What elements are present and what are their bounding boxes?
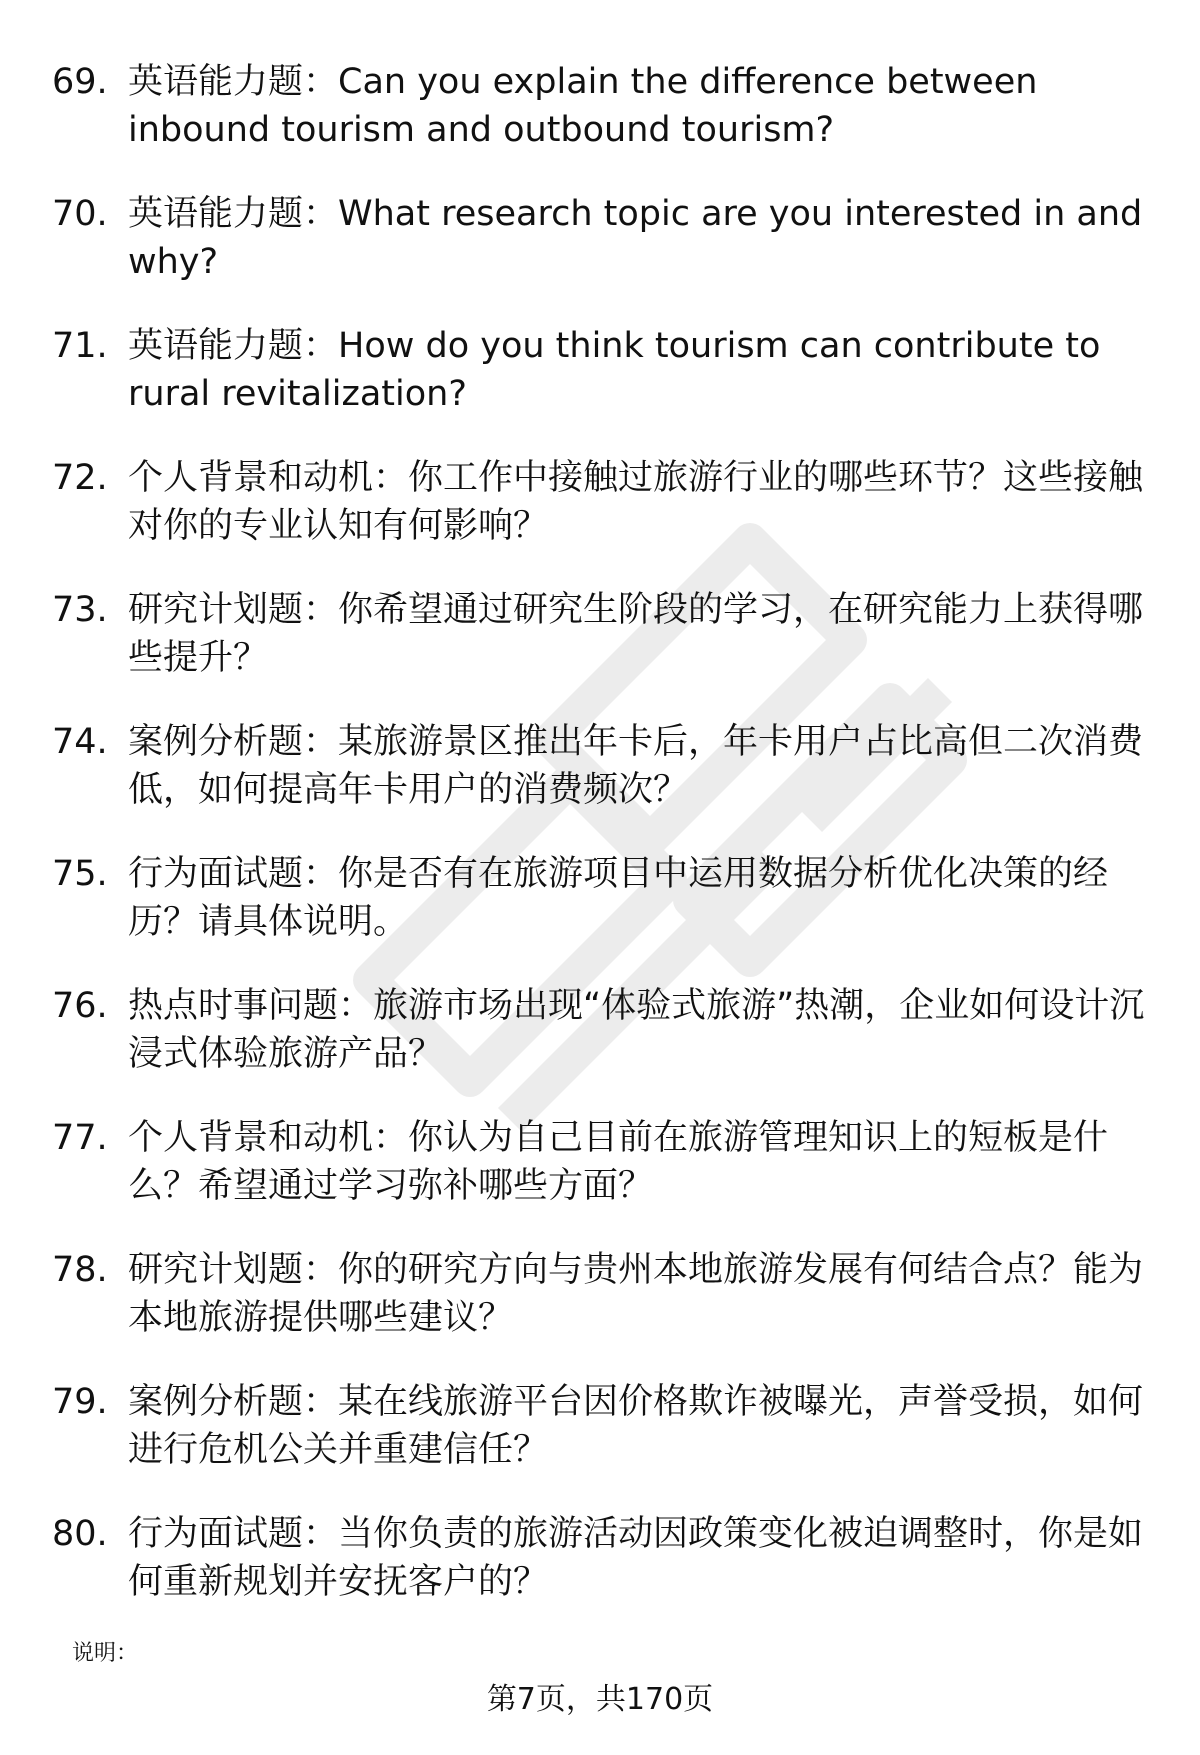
question-text: 英语能力题：What research topic are you interested in and why? [128, 194, 1143, 282]
question-list [52, 58, 1152, 1642]
note-label: 说明： [72, 1641, 139, 1666]
question-number: 74. [52, 722, 108, 762]
question-number: 77. [52, 1118, 108, 1158]
question-item-70 [52, 190, 1152, 322]
question-number: 71. [52, 326, 108, 366]
question-number: 70. [52, 194, 108, 234]
question-number: 75. [52, 854, 108, 894]
question-number: 69. [52, 62, 108, 102]
question-number: 76. [52, 986, 108, 1026]
question-number: 72. [52, 458, 108, 498]
question-item-74 [52, 718, 1152, 850]
page-indicator: 第7页，共170页 [486, 1682, 714, 1717]
question-item-76 [52, 982, 1152, 1114]
question-item-72 [52, 454, 1152, 586]
question-number: 73. [52, 590, 108, 630]
question-item-77 [52, 1114, 1152, 1246]
question-text: 研究计划题：你的研究方向与贵州本地旅游发展有何结合点？能为本地旅游提供哪些建议？ [128, 1250, 1144, 1338]
question-item-80 [52, 1510, 1152, 1642]
question-text: 研究计划题：你希望通过研究生阶段的学习，在研究能力上获得哪些提升？ [128, 590, 1144, 678]
question-item-78 [52, 1246, 1152, 1378]
question-text: 案例分析题：某在线旅游平台因价格欺诈被曝光，声誉受损，如何进行危机公关并重建信任？ [128, 1382, 1144, 1470]
question-item-69 [52, 58, 1152, 190]
question-text: 英语能力题：Can you explain the difference between inbound tourism and outbound tourism? [128, 62, 1038, 150]
question-text: 案例分析题：某旅游景区推出年卡后，年卡用户占比高但二次消费低，如何提高年卡用户的消费频次？ [128, 722, 1144, 810]
question-text: 英语能力题：How do you think tourism can contribute to rural revitalization? [128, 326, 1101, 414]
question-text: 行为面试题：当你负责的旅游活动因政策变化被迫调整时，你是如何重新规划并安抚客户的？ [128, 1514, 1144, 1602]
question-item-75 [52, 850, 1152, 982]
question-item-71 [52, 322, 1152, 454]
question-number: 79. [52, 1382, 108, 1422]
question-text: 个人背景和动机：你工作中接触过旅游行业的哪些环节？这些接触对你的专业认知有何影响？ [128, 458, 1144, 546]
question-item-73 [52, 586, 1152, 718]
question-text: 个人背景和动机：你认为自己目前在旅游管理知识上的短板是什么？希望通过学习弥补哪些方面？ [128, 1118, 1109, 1206]
question-number: 78. [52, 1250, 108, 1290]
question-number: 80. [52, 1514, 108, 1554]
question-item-79 [52, 1378, 1152, 1510]
question-text: 热点时事问题：旅游市场出现“体验式旅游”热潮，企业如何设计沉浸式体验旅游产品？ [128, 986, 1145, 1074]
question-text: 行为面试题：你是否有在旅游项目中运用数据分析优化决策的经历？请具体说明。 [128, 854, 1109, 942]
